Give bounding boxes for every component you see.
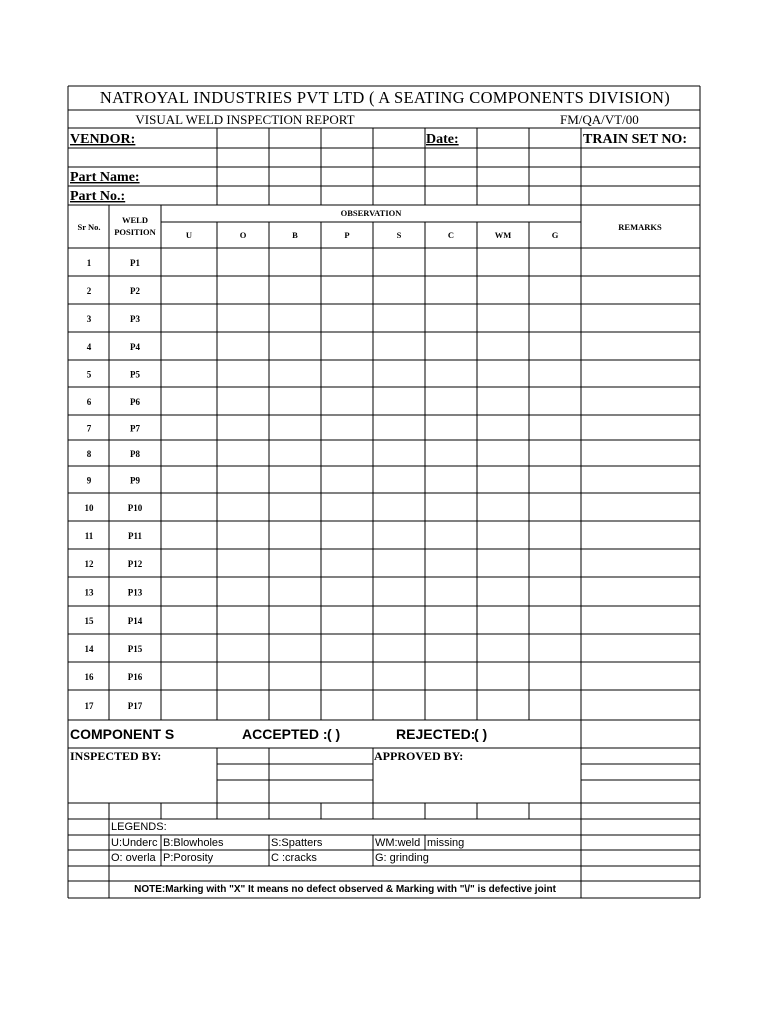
legend-weld: WM:weld xyxy=(375,837,421,849)
legends-title: LEGENDS: xyxy=(111,821,167,833)
weld-position-cell: P16 xyxy=(127,672,143,682)
observation-column-b: B xyxy=(292,230,298,240)
sr-no-cell: 11 xyxy=(84,531,94,541)
weld-position-cell: P5 xyxy=(130,369,140,380)
observation-column-c: C xyxy=(447,230,455,240)
sr-no-cell: 7 xyxy=(86,423,92,434)
approved-by-label: APPROVED BY: xyxy=(374,749,464,763)
weld-position-cell: P13 xyxy=(127,587,143,598)
legend-missing: missing xyxy=(427,837,465,849)
weld-position-cell: P3 xyxy=(130,314,140,324)
legend-spatters: S:Spatters xyxy=(271,837,323,849)
legend-blowholes: B:Blowholes xyxy=(163,837,224,849)
weld-position-cell: P10 xyxy=(127,503,143,513)
part-no-label: Part No.: xyxy=(70,189,126,204)
observation-column-s: S xyxy=(396,230,402,240)
part-name-label: Part Name: xyxy=(70,170,140,185)
accepted-label: ACCEPTED : xyxy=(242,726,328,742)
weld-position-header: WELD xyxy=(122,215,148,225)
legend-overlap: O: overla xyxy=(111,852,156,864)
observation-rows xyxy=(85,258,143,711)
sr-no-cell: 17 xyxy=(84,701,94,711)
sr-no-cell: 15 xyxy=(84,616,94,626)
weld-position-cell: P9 xyxy=(130,475,140,486)
observation-column-wm: WM xyxy=(494,230,512,240)
marking-note: NOTE:Marking with "X" It means no defect observed & Marking with "\/" is defective joint xyxy=(134,884,556,895)
sr-no-cell: 13 xyxy=(84,587,94,598)
observation-column-headers xyxy=(186,230,559,240)
sr-no-cell: 1 xyxy=(86,258,92,268)
remarks-header: REMARKS xyxy=(618,222,662,232)
sr-no-cell: 14 xyxy=(84,644,94,654)
observation-column-u: U xyxy=(185,230,193,240)
vendor-label: VENDOR: xyxy=(70,132,136,147)
rejected-checkbox[interactable]: ( ) xyxy=(474,726,488,742)
weld-position-cell: P12 xyxy=(127,559,143,569)
observation-column-o: O xyxy=(239,230,247,240)
sr-no-cell: 16 xyxy=(84,672,94,682)
sr-no-cell: 2 xyxy=(86,286,92,296)
form-code: FM/QA/VT/00 xyxy=(560,112,639,127)
weld-position-header-line2: POSITION xyxy=(114,227,156,237)
component-status-label: COMPONENT S xyxy=(70,726,175,742)
weld-position-cell: P2 xyxy=(130,286,140,296)
weld-position-cell: P1 xyxy=(130,258,140,268)
legend-grinding: G: grinding xyxy=(375,852,429,864)
accepted-checkbox[interactable]: ( ) xyxy=(327,726,341,742)
weld-position-cell: P14 xyxy=(127,616,143,626)
rejected-label: REJECTED: xyxy=(396,726,476,742)
weld-position-cell: P7 xyxy=(130,423,140,434)
date-label: Date: xyxy=(426,132,459,147)
sr-no-header: Sr No. xyxy=(77,222,101,232)
sr-no-cell: 8 xyxy=(86,449,92,459)
train-set-label: TRAIN SET NO: xyxy=(583,132,687,147)
legend-undercut: U:Underc xyxy=(111,837,158,849)
sr-no-cell: 6 xyxy=(86,397,92,407)
observation-header: OBSERVATION xyxy=(340,208,402,218)
weld-position-cell: P17 xyxy=(127,701,143,711)
sr-no-cell: 10 xyxy=(84,503,94,513)
report-title: VISUAL WELD INSPECTION REPORT xyxy=(135,112,355,127)
sr-no-cell: 12 xyxy=(84,559,94,569)
weld-position-cell: P8 xyxy=(130,449,140,459)
weld-position-cell: P15 xyxy=(127,644,143,654)
observation-column-p: P xyxy=(344,230,350,240)
company-title: NATROYAL INDUSTRIES PVT LTD ( A SEATING COMPONENTS DIVISION) xyxy=(99,88,671,107)
sr-no-cell: 5 xyxy=(86,369,92,380)
weld-position-cell: P6 xyxy=(130,397,140,407)
sr-no-cell: 3 xyxy=(86,314,92,324)
inspected-by-label: INSPECTED BY: xyxy=(70,749,162,763)
legend-cracks: C :cracks xyxy=(271,852,317,864)
observation-column-g: G xyxy=(551,230,559,240)
sr-no-cell: 9 xyxy=(86,475,92,486)
sr-no-cell: 4 xyxy=(86,342,92,352)
legend-porosity: P:Porosity xyxy=(163,852,214,864)
weld-position-cell: P11 xyxy=(127,531,143,541)
weld-position-cell: P4 xyxy=(130,342,140,352)
